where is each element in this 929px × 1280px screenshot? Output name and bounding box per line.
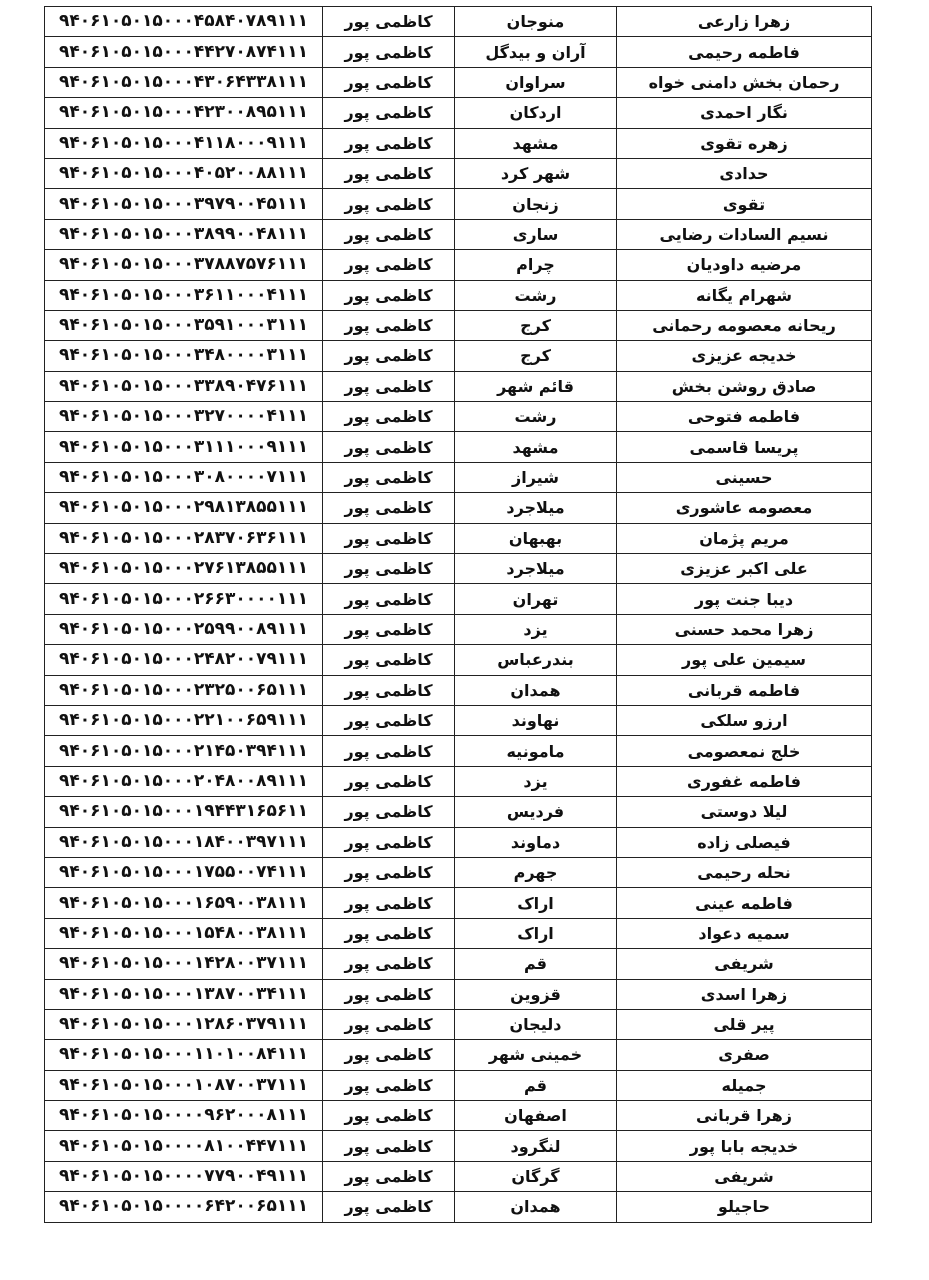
person-name-cell: ریحانه معصومه رحمانی (617, 310, 872, 340)
person-name-cell: تقوی (617, 189, 872, 219)
city-cell: اردکان (455, 98, 617, 128)
person-name-cell: جمیله (617, 1070, 872, 1100)
person-name-cell: ارزو سلکی (617, 705, 872, 735)
tracking-code-cell: ۹۴۰۶۱۰۵۰۱۵۰۰۰۳۱۱۱۰۰۰۹۱۱۱ (45, 432, 323, 462)
table-row (45, 857, 872, 887)
city-cell: رشت (455, 280, 617, 310)
agent-cell: کاظمی پور (323, 1192, 455, 1222)
city-cell: اراک (455, 888, 617, 918)
table-row (45, 371, 872, 401)
city-cell: ساری (455, 219, 617, 249)
table-row (45, 1040, 872, 1070)
agent-cell: کاظمی پور (323, 979, 455, 1009)
person-name-cell: صادق روشن بخش (617, 371, 872, 401)
person-name-cell: علی اکبر عزیزی (617, 554, 872, 584)
tracking-code-cell: ۹۴۰۶۱۰۵۰۱۵۰۰۰۲۴۸۲۰۰۷۹۱۱۱ (45, 645, 323, 675)
table-row (45, 462, 872, 492)
tracking-code-cell: ۹۴۰۶۱۰۵۰۱۵۰۰۰۳۴۸۰۰۰۰۳۱۱۱ (45, 341, 323, 371)
tracking-code-cell: ۹۴۰۶۱۰۵۰۱۵۰۰۰۳۷۸۸۷۵۷۶۱۱۱ (45, 250, 323, 280)
city-cell: آران و بیدگل (455, 37, 617, 67)
table-row (45, 1070, 872, 1100)
table-row (45, 918, 872, 948)
tracking-code-cell: ۹۴۰۶۱۰۵۰۱۵۰۰۰۳۰۸۰۰۰۰۷۱۱۱ (45, 462, 323, 492)
table-row (45, 1009, 872, 1039)
person-name-cell: فیصلی زاده (617, 827, 872, 857)
table-row (45, 493, 872, 523)
tracking-code-cell: ۹۴۰۶۱۰۵۰۱۵۰۰۰۴۵۸۴۰۷۸۹۱۱۱ (45, 7, 323, 37)
table-row (45, 7, 872, 37)
city-cell: جهرم (455, 857, 617, 887)
city-cell: گرگان (455, 1161, 617, 1191)
table-row (45, 1192, 872, 1222)
table-row (45, 1131, 872, 1161)
person-name-cell: سیمین علی پور (617, 645, 872, 675)
table-row (45, 310, 872, 340)
table-row (45, 523, 872, 553)
city-cell: تهران (455, 584, 617, 614)
agent-cell: کاظمی پور (323, 1101, 455, 1131)
person-name-cell: زهرا قربانی (617, 1101, 872, 1131)
table-row (45, 280, 872, 310)
person-name-cell: پریسا قاسمی (617, 432, 872, 462)
tracking-code-cell: ۹۴۰۶۱۰۵۰۱۵۰۰۰۲۷۶۱۳۸۵۵۱۱۱ (45, 554, 323, 584)
agent-cell: کاظمی پور (323, 189, 455, 219)
table-row (45, 614, 872, 644)
city-cell: مامونیه (455, 736, 617, 766)
city-cell: همدان (455, 675, 617, 705)
agent-cell: کاظمی پور (323, 128, 455, 158)
person-name-cell: شهرام یگانه (617, 280, 872, 310)
tracking-code-cell: ۹۴۰۶۱۰۵۰۱۵۰۰۰۳۸۹۹۰۰۴۸۱۱۱ (45, 219, 323, 249)
agent-cell: کاظمی پور (323, 462, 455, 492)
table-row (45, 158, 872, 188)
agent-cell: کاظمی پور (323, 675, 455, 705)
agent-cell: کاظمی پور (323, 7, 455, 37)
city-cell: قم (455, 949, 617, 979)
person-name-cell: رحمان بخش دامنی خواه (617, 67, 872, 97)
tracking-code-cell: ۹۴۰۶۱۰۵۰۱۵۰۰۰۱۳۸۷۰۰۳۴۱۱۱ (45, 979, 323, 1009)
person-name-cell: پیر قلی (617, 1009, 872, 1039)
table-row (45, 189, 872, 219)
tracking-code-cell: ۹۴۰۶۱۰۵۰۱۵۰۰۰۳۳۸۹۰۴۷۶۱۱۱ (45, 371, 323, 401)
person-name-cell: زهرا زارعی (617, 7, 872, 37)
tracking-code-cell: ۹۴۰۶۱۰۵۰۱۵۰۰۰۳۶۱۱۰۰۰۴۱۱۱ (45, 280, 323, 310)
table-row (45, 554, 872, 584)
city-cell: اصفهان (455, 1101, 617, 1131)
city-cell: یزد (455, 614, 617, 644)
city-cell: مشهد (455, 432, 617, 462)
tracking-code-cell: ۹۴۰۶۱۰۵۰۱۵۰۰۰۲۵۹۹۰۰۸۹۱۱۱ (45, 614, 323, 644)
city-cell: میلاجرد (455, 554, 617, 584)
agent-cell: کاظمی پور (323, 705, 455, 735)
agent-cell: کاظمی پور (323, 310, 455, 340)
tracking-code-cell: ۹۴۰۶۱۰۵۰۱۵۰۰۰۱۲۸۶۰۳۷۹۱۱۱ (45, 1009, 323, 1039)
agent-cell: کاظمی پور (323, 67, 455, 97)
agent-cell: کاظمی پور (323, 857, 455, 887)
person-name-cell: صفری (617, 1040, 872, 1070)
agent-cell: کاظمی پور (323, 918, 455, 948)
table-row (45, 1101, 872, 1131)
table-row (45, 67, 872, 97)
tracking-code-cell: ۹۴۰۶۱۰۵۰۱۵۰۰۰۳۵۹۱۰۰۰۳۱۱۱ (45, 310, 323, 340)
tracking-code-cell: ۹۴۰۶۱۰۵۰۱۵۰۰۰۲۳۲۵۰۰۶۵۱۱۱ (45, 675, 323, 705)
city-cell: کرج (455, 310, 617, 340)
person-name-cell: زهرا اسدی (617, 979, 872, 1009)
agent-cell: کاظمی پور (323, 371, 455, 401)
agent-cell: کاظمی پور (323, 523, 455, 553)
table-row (45, 128, 872, 158)
person-name-cell: حسینی (617, 462, 872, 492)
table-row (45, 219, 872, 249)
tracking-code-cell: ۹۴۰۶۱۰۵۰۱۵۰۰۰۰۷۷۹۰۰۴۹۱۱۱ (45, 1161, 323, 1191)
table-row (45, 645, 872, 675)
tracking-code-cell: ۹۴۰۶۱۰۵۰۱۵۰۰۰۱۶۵۹۰۰۳۸۱۱۱ (45, 888, 323, 918)
agent-cell: کاظمی پور (323, 493, 455, 523)
tracking-code-cell: ۹۴۰۶۱۰۵۰۱۵۰۰۰۱۴۲۸۰۰۳۷۱۱۱ (45, 949, 323, 979)
tracking-code-cell: ۹۴۰۶۱۰۵۰۱۵۰۰۰۰۸۱۰۰۴۴۷۱۱۱ (45, 1131, 323, 1161)
person-name-cell: فاطمه فتوحی (617, 402, 872, 432)
tracking-code-cell: ۹۴۰۶۱۰۵۰۱۵۰۰۰۴۰۵۲۰۰۸۸۱۱۱ (45, 158, 323, 188)
agent-cell: کاظمی پور (323, 645, 455, 675)
tracking-code-cell: ۹۴۰۶۱۰۵۰۱۵۰۰۰۱۵۴۸۰۰۳۸۱۱۱ (45, 918, 323, 948)
agent-cell: کاظمی پور (323, 1009, 455, 1039)
table-row (45, 37, 872, 67)
agent-cell: کاظمی پور (323, 37, 455, 67)
agent-cell: کاظمی پور (323, 1161, 455, 1191)
person-name-cell: فاطمه غفوری (617, 766, 872, 796)
agent-cell: کاظمی پور (323, 797, 455, 827)
person-name-cell: خلج نمعصومی (617, 736, 872, 766)
person-name-cell: نگار احمدی (617, 98, 872, 128)
agent-cell: کاظمی پور (323, 341, 455, 371)
city-cell: لنگرود (455, 1131, 617, 1161)
agent-cell: کاظمی پور (323, 766, 455, 796)
tracking-code-cell: ۹۴۰۶۱۰۵۰۱۵۰۰۰۴۴۲۷۰۸۷۴۱۱۱ (45, 37, 323, 67)
table-row (45, 797, 872, 827)
person-name-cell: حاجیلو (617, 1192, 872, 1222)
tracking-code-cell: ۹۴۰۶۱۰۵۰۱۵۰۰۰۱۰۸۷۰۰۳۷۱۱۱ (45, 1070, 323, 1100)
city-cell: چرام (455, 250, 617, 280)
table-row (45, 888, 872, 918)
table-row (45, 705, 872, 735)
tracking-code-cell: ۹۴۰۶۱۰۵۰۱۵۰۰۰۱۸۴۰۰۳۹۷۱۱۱ (45, 827, 323, 857)
table-row (45, 1161, 872, 1191)
agent-cell: کاظمی پور (323, 98, 455, 128)
agent-cell: کاظمی پور (323, 1040, 455, 1070)
person-name-cell: فاطمه عینی (617, 888, 872, 918)
records-sheet (44, 6, 867, 1223)
city-cell: دلیجان (455, 1009, 617, 1039)
tracking-code-cell: ۹۴۰۶۱۰۵۰۱۵۰۰۰۴۳۰۶۴۳۳۸۱۱۱ (45, 67, 323, 97)
person-name-cell: فاطمه قربانی (617, 675, 872, 705)
tracking-code-cell: ۹۴۰۶۱۰۵۰۱۵۰۰۰۲۱۴۵۰۳۹۴۱۱۱ (45, 736, 323, 766)
agent-cell: کاظمی پور (323, 250, 455, 280)
person-name-cell: مریم پژمان (617, 523, 872, 553)
table-row (45, 402, 872, 432)
city-cell: اراک (455, 918, 617, 948)
tracking-code-cell: ۹۴۰۶۱۰۵۰۱۵۰۰۰۱۱۰۱۰۰۸۴۱۱۱ (45, 1040, 323, 1070)
agent-cell: کاظمی پور (323, 614, 455, 644)
agent-cell: کاظمی پور (323, 554, 455, 584)
table-row (45, 341, 872, 371)
tracking-code-cell: ۹۴۰۶۱۰۵۰۱۵۰۰۰۱۹۴۴۳۱۶۵۶۱۱ (45, 797, 323, 827)
city-cell: نهاوند (455, 705, 617, 735)
agent-cell: کاظمی پور (323, 432, 455, 462)
person-name-cell: زهره تقوی (617, 128, 872, 158)
agent-cell: کاظمی پور (323, 158, 455, 188)
person-name-cell: فاطمه رحیمی (617, 37, 872, 67)
person-name-cell: نحله رحیمی (617, 857, 872, 887)
city-cell: شهر کرد (455, 158, 617, 188)
person-name-cell: سمیه دعواد (617, 918, 872, 948)
city-cell: قائم شهر (455, 371, 617, 401)
city-cell: رشت (455, 402, 617, 432)
city-cell: میلاجرد (455, 493, 617, 523)
table-row (45, 949, 872, 979)
city-cell: یزد (455, 766, 617, 796)
person-name-cell: خدیجه عزیزی (617, 341, 872, 371)
city-cell: بهبهان (455, 523, 617, 553)
agent-cell: کاظمی پور (323, 1131, 455, 1161)
city-cell: مشهد (455, 128, 617, 158)
person-name-cell: دیبا جنت پور (617, 584, 872, 614)
city-cell: خمینی شهر (455, 1040, 617, 1070)
table-row (45, 98, 872, 128)
table-row (45, 432, 872, 462)
agent-cell: کاظمی پور (323, 219, 455, 249)
agent-cell: کاظمی پور (323, 736, 455, 766)
tracking-code-cell: ۹۴۰۶۱۰۵۰۱۵۰۰۰۴۱۱۸۰۰۰۹۱۱۱ (45, 128, 323, 158)
tracking-code-cell: ۹۴۰۶۱۰۵۰۱۵۰۰۰۲۲۱۰۰۶۵۹۱۱۱ (45, 705, 323, 735)
table-row (45, 250, 872, 280)
city-cell: دماوند (455, 827, 617, 857)
person-name-cell: شریفی (617, 949, 872, 979)
table-row (45, 675, 872, 705)
tracking-code-cell: ۹۴۰۶۱۰۵۰۱۵۰۰۰۲۶۶۳۰۰۰۰۱۱۱ (45, 584, 323, 614)
tracking-code-cell: ۹۴۰۶۱۰۵۰۱۵۰۰۰۰۶۴۲۰۰۶۵۱۱۱ (45, 1192, 323, 1222)
person-name-cell: حدادی (617, 158, 872, 188)
tracking-code-cell: ۹۴۰۶۱۰۵۰۱۵۰۰۰۴۲۳۰۰۸۹۵۱۱۱ (45, 98, 323, 128)
table-row (45, 584, 872, 614)
city-cell: قم (455, 1070, 617, 1100)
agent-cell: کاظمی پور (323, 949, 455, 979)
table-row (45, 766, 872, 796)
person-name-cell: زهرا محمد حسنی (617, 614, 872, 644)
tracking-code-cell: ۹۴۰۶۱۰۵۰۱۵۰۰۰۰۹۶۲۰۰۰۸۱۱۱ (45, 1101, 323, 1131)
agent-cell: کاظمی پور (323, 280, 455, 310)
tracking-code-cell: ۹۴۰۶۱۰۵۰۱۵۰۰۰۲۰۴۸۰۰۸۹۱۱۱ (45, 766, 323, 796)
person-name-cell: معصومه عاشوری (617, 493, 872, 523)
table-row (45, 979, 872, 1009)
records-table (44, 6, 872, 1223)
person-name-cell: لیلا دوستی (617, 797, 872, 827)
city-cell: قزوین (455, 979, 617, 1009)
agent-cell: کاظمی پور (323, 827, 455, 857)
agent-cell: کاظمی پور (323, 1070, 455, 1100)
city-cell: کرج (455, 341, 617, 371)
tracking-code-cell: ۹۴۰۶۱۰۵۰۱۵۰۰۰۲۹۸۱۳۸۵۵۱۱۱ (45, 493, 323, 523)
person-name-cell: نسیم السادات رضایی (617, 219, 872, 249)
tracking-code-cell: ۹۴۰۶۱۰۵۰۱۵۰۰۰۱۷۵۵۰۰۷۴۱۱۱ (45, 857, 323, 887)
tracking-code-cell: ۹۴۰۶۱۰۵۰۱۵۰۰۰۳۲۷۰۰۰۰۴۱۱۱ (45, 402, 323, 432)
person-name-cell: شریفی (617, 1161, 872, 1191)
table-row (45, 827, 872, 857)
table-row (45, 736, 872, 766)
city-cell: بندرعباس (455, 645, 617, 675)
person-name-cell: خدیجه بابا پور (617, 1131, 872, 1161)
agent-cell: کاظمی پور (323, 402, 455, 432)
tracking-code-cell: ۹۴۰۶۱۰۵۰۱۵۰۰۰۲۸۳۷۰۶۳۶۱۱۱ (45, 523, 323, 553)
city-cell: زنجان (455, 189, 617, 219)
agent-cell: کاظمی پور (323, 888, 455, 918)
city-cell: منوجان (455, 7, 617, 37)
records-table-body (45, 7, 872, 1223)
city-cell: شیراز (455, 462, 617, 492)
city-cell: سراوان (455, 67, 617, 97)
tracking-code-cell: ۹۴۰۶۱۰۵۰۱۵۰۰۰۳۹۷۹۰۰۴۵۱۱۱ (45, 189, 323, 219)
city-cell: فردیس (455, 797, 617, 827)
city-cell: همدان (455, 1192, 617, 1222)
person-name-cell: مرضیه داودیان (617, 250, 872, 280)
agent-cell: کاظمی پور (323, 584, 455, 614)
